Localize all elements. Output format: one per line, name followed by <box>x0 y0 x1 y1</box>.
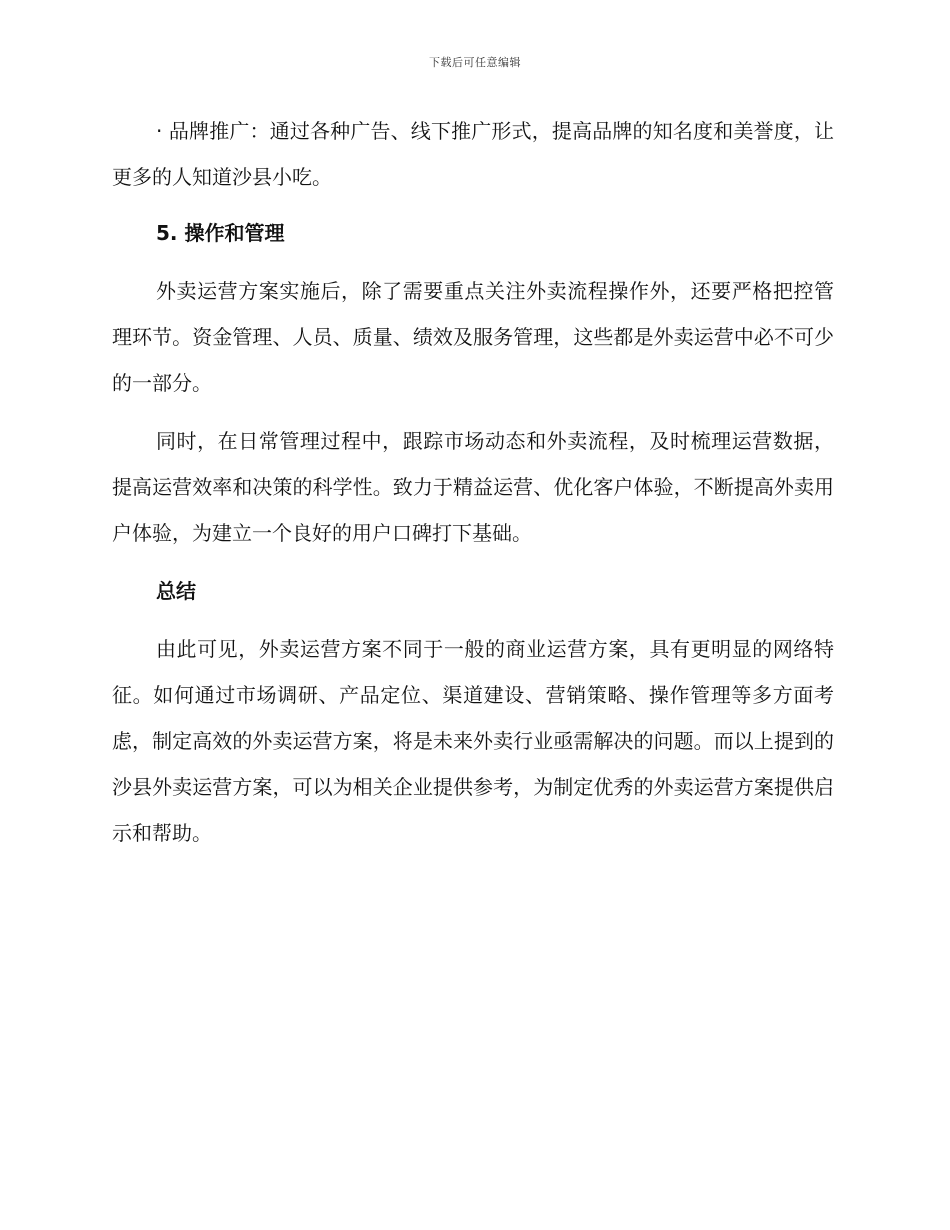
header-note: 下载后可任意编辑 <box>429 56 521 69</box>
section-5-paragraph-1: 外卖运营方案实施后，除了需要重点关注外卖流程操作外，还要严格把控管理环节。资金管理、人员、质量、绩效及服务管理，这些都是外卖运营中必不可少的一部分。 <box>112 279 834 395</box>
section-5-heading: 5. 操作和管理 <box>156 221 285 245</box>
section-5-paragraph-2: 同时，在日常管理过程中，跟踪市场动态和外卖流程，及时梳理运营数据，提高运营效率和决策的科学性。致力于精益运营、优化客户体验，不断提高外卖用户体验，为建立一个良好的用户口碑打下基础。 <box>112 429 834 545</box>
summary-heading: 总结 <box>156 579 196 603</box>
summary-paragraph: 由此可见，外卖运营方案不同于一般的商业运营方案，具有更明显的网络特征。如何通过市场调研、产品定位、渠道建设、营销策略、操作管理等多方面考虑，制定高效的外卖运营方案，将是未来外卖行业亟需解决的问题。而以上提到的沙县外卖运营方案，可以为相关企业提供参考，为制定优秀的外卖运营方案提供启示和帮助。 <box>112 637 834 845</box>
document-body <box>112 108 834 868</box>
brand-promotion-paragraph: · 品牌推广：通过各种广告、线下推广形式，提高品牌的知名度和美誉度，让更多的人知道沙县小吃。 <box>112 119 834 189</box>
